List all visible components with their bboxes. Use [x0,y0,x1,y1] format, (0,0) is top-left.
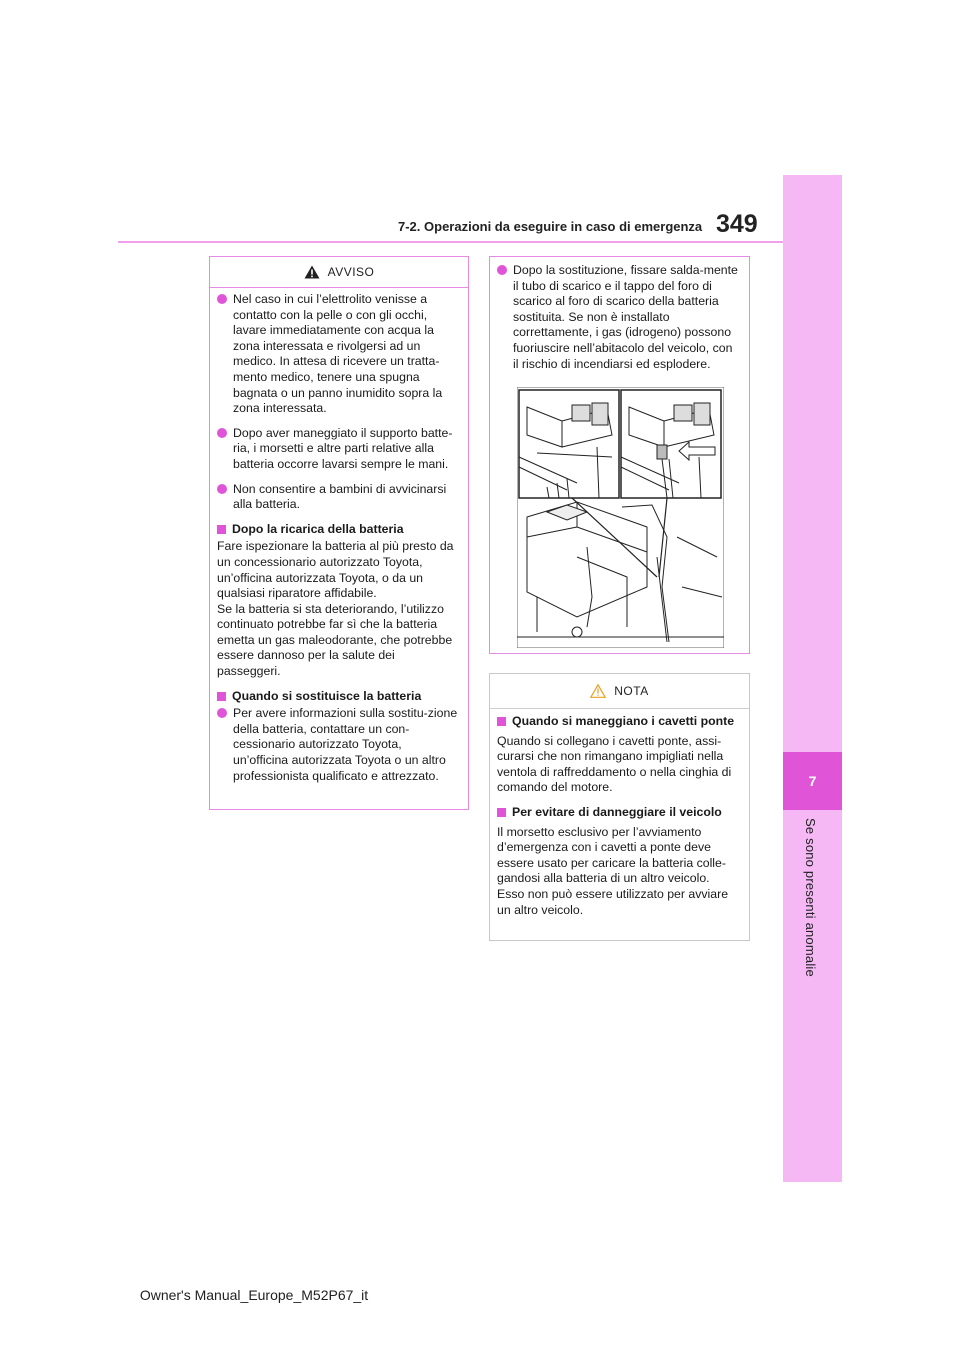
vehicle-text: Il morsetto esclusivo per l’avviamento d’emergenza con i cavetti a ponte deve essere usato per caricare la batteria colle-gandosi alla batteria di un altro veicolo. Esso non può essere utilizzato per avviare un altro veicolo. [497,824,729,917]
chapter-number: 7 [783,752,842,810]
cables-text: Quando si collegano i cavetti ponte, assi-curarsi che non rimangano impigliati nella ventola di raffreddamento o nella cinghia di comando del motore. [497,733,732,795]
list-item: Dopo aver maneggiato il supporto batte-ria, i morsetti e altre parti relative alla batteria occorre lavarsi sempre le mani. [217,426,458,473]
note-box [489,673,750,941]
cables-heading: Quando si maneggiano i cavetti ponte [497,714,739,730]
recharge-text: Fare ispezionare la batteria al più presto da un concessionario autorizzato Toyota, un’officina autorizzata Toyota, o da un qualsiasi riparatore affidabile. [217,539,454,601]
note-box-title: NOTA [614,684,649,698]
recharge-text-2: Se la batteria si sta deteriorando, l’utilizzo continuato potrebbe far sì che la batteria emetta un gas maleodorante, che potrebbe essere dannoso per la salute dei passeggeri. [217,601,453,679]
chapter-title: Se sono presenti anomalie [803,818,818,977]
list-item: Nel caso in cui l’elettrolito venisse a contatto con la pelle o con gli occhi, lavare immediatamente con acqua la zona interessata e rivolgersi ad un medico. In attesa di ricevere un tratta-mento medico, tenere una spugna bagnata o un panno inumidito sopra la zona interessata. [217,292,458,417]
section-title: 7-2. Operazioni da eseguire in caso di emergenza [398,219,703,234]
list-item: Per avere informazioni sulla sostitu-zione della batteria, contattare un con-cessionario autorizzato Toyota, un’officina autorizzata Toyota o un altro professionista qualificato e attrezzato. [217,706,458,784]
chapter-side-tab [783,175,842,1182]
bullet-icon [217,428,227,438]
list-item: Non consentire a bambini di avvicinarsi alla batteria. [217,482,458,513]
note-box-header [490,674,749,709]
warning-box-content [210,288,468,784]
replace-heading: Quando si sostituisce la batteria [217,689,458,705]
square-bullet-icon [497,808,506,817]
page-number: 349 [716,210,758,238]
replacement-box-content [490,257,749,372]
square-bullet-icon [497,717,506,726]
square-bullet-icon [217,692,226,701]
bullet-icon [217,708,227,718]
warning-box-header [210,257,468,288]
bullet-icon [217,294,227,304]
warning-box-title: AVVISO [327,265,375,279]
warning-triangle-icon [304,265,320,279]
note-box-content [490,709,749,918]
bullet-icon [497,265,507,275]
recharge-heading: Dopo la ricarica della batteria [217,522,458,538]
bullet-icon [217,484,227,494]
square-bullet-icon [217,525,226,534]
vehicle-heading: Per evitare di danneggiare il veicolo [497,805,739,821]
caution-triangle-icon [590,684,606,698]
battery-vent-tube-illustration [517,387,724,648]
list-item: Dopo la sostituzione, fissare salda-mente il tubo di scarico e il tappo del foro di scarico al foro di scarico della batteria sostituita. Se non è installato correttamente, i gas (idrogeno) possono fuoriuscire nell’abitacolo del veicolo, con il rischio di incendiarsi ed esplodere. [497,263,739,372]
footer-text: Owner's Manual_Europe_M52P67_it [139,1287,369,1303]
header-rule [118,241,783,243]
warning-box [209,256,469,810]
